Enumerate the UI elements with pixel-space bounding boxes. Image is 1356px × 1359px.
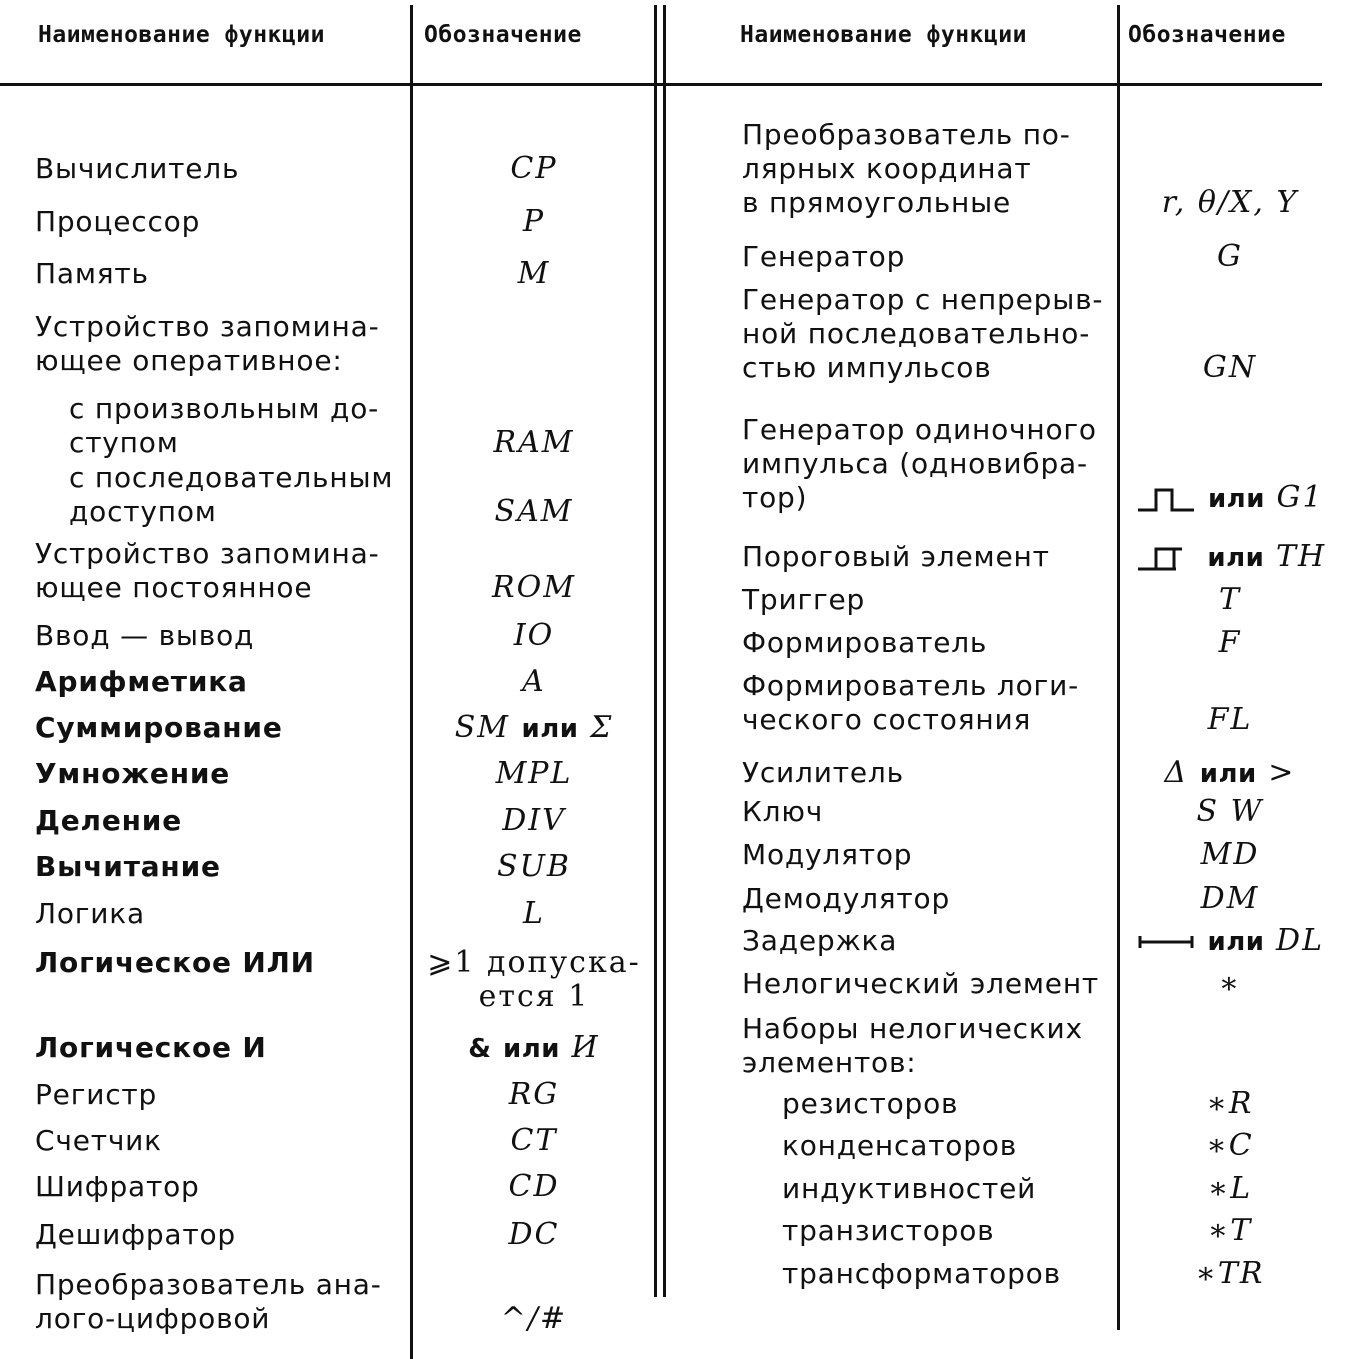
left-function-name-line: с последовательным (69, 461, 394, 494)
left-function-symbol (414, 205, 654, 239)
left-function-symbol (414, 665, 654, 699)
single-pulse-icon (1136, 484, 1196, 514)
right-function-symbol (1121, 1257, 1339, 1291)
right-function-symbol (1121, 703, 1339, 737)
right-function-name (742, 413, 1097, 515)
header-left-name: Наименование функции (38, 22, 325, 48)
right-function-name (782, 1214, 994, 1248)
symbol-code: T (1218, 582, 1241, 617)
right-function-name-line: резисторов (782, 1087, 959, 1120)
right-function-symbol (1121, 1214, 1339, 1248)
left-symbol-line: ется 1 (478, 979, 590, 1014)
right-function-name-line: Усилитель (742, 756, 904, 789)
left-function-name (35, 537, 379, 605)
left-function-name-line: ступом (69, 426, 179, 459)
left-function-symbol (414, 426, 654, 460)
symbol-code: ROM (492, 570, 576, 605)
right-function-symbol (1121, 967, 1339, 1001)
right-function-name-line: Ключ (742, 795, 824, 828)
left-function-name-line: Счетчик (35, 1124, 162, 1157)
left-function-name-line: Логика (35, 897, 145, 930)
right-function-name-line: конденсаторов (782, 1129, 1018, 1162)
right-function-name-line: импульса (одновибра- (742, 447, 1088, 480)
right-function-name (742, 924, 897, 958)
left-function-name (35, 850, 221, 884)
right-function-name-line: Нелогический элемент (742, 967, 1100, 1000)
left-function-name-line: Логическое И (35, 1031, 267, 1064)
hysteresis-pulse-icon (1134, 543, 1196, 573)
right-function-name-line: Задержка (742, 924, 898, 957)
right-function-symbol (1121, 795, 1339, 829)
left-function-name-line: Шифратор (35, 1170, 200, 1203)
right-function-name-line: Генератор с непрерыв- (742, 283, 1104, 316)
right-function-name-line: лярных координат (742, 152, 1032, 185)
left-function-name (35, 946, 315, 980)
left-function-name-line: Устройство запомина- (35, 537, 380, 570)
left-function-name (69, 461, 393, 529)
symbol-alt-code: И (571, 1030, 600, 1065)
left-function-symbol (414, 757, 654, 791)
left-function-symbol (414, 1031, 654, 1066)
right-function-name (742, 118, 1071, 220)
symbol-code: ∗TR (1195, 1256, 1265, 1291)
header-right-name: Наименование функции (740, 22, 1027, 48)
left-function-name-line: Вычитание (35, 850, 221, 883)
left-function-name (35, 1031, 267, 1065)
left-function-name-line: Преобразователь ана- (35, 1268, 382, 1301)
right-function-name-line: Триггер (742, 583, 866, 616)
right-column-divider (1117, 5, 1120, 1330)
right-function-name-line: ческого состояния (742, 703, 1032, 736)
left-function-name (69, 392, 379, 460)
symbol-alt-code: Σ (590, 710, 614, 745)
right-function-name (742, 967, 1099, 1001)
left-function-symbol (414, 495, 654, 529)
left-function-name (35, 711, 283, 745)
left-function-name (35, 897, 145, 931)
center-double-rule-b (663, 5, 666, 1297)
left-function-symbol (414, 850, 654, 884)
left-function-symbol (414, 619, 654, 653)
right-function-name (742, 283, 1103, 385)
right-function-name-line: элементов: (742, 1046, 917, 1079)
symbol-code: SM (454, 710, 510, 745)
right-function-symbol (1121, 351, 1339, 385)
right-function-name-line: Генератор (742, 240, 906, 273)
left-function-name (35, 205, 200, 239)
left-function-symbol (414, 946, 654, 1014)
left-function-name (35, 619, 254, 653)
left-function-name-line: Ввод — вывод (35, 619, 255, 652)
left-function-name (35, 257, 149, 291)
right-function-name (742, 240, 905, 274)
right-function-symbol (1121, 481, 1339, 516)
right-function-name-line: ной последовательно- (742, 317, 1091, 350)
right-function-name (742, 583, 865, 617)
right-function-symbol (1121, 186, 1339, 220)
right-function-name-line: Наборы нелогических (742, 1012, 1083, 1045)
symbol-code: F (1218, 625, 1242, 660)
left-function-name-line: Регистр (35, 1078, 158, 1111)
right-function-name-line: Формирователь (742, 626, 988, 659)
left-function-symbol (414, 257, 654, 291)
left-function-name (35, 1124, 162, 1158)
right-function-name (782, 1129, 1017, 1163)
symbol-code: TH (1275, 539, 1327, 574)
symbol-code: ∗R (1206, 1086, 1254, 1121)
right-function-symbol (1121, 882, 1339, 916)
symbol-or-word: или (1207, 484, 1265, 514)
left-function-symbol (414, 804, 654, 838)
delay-line-icon (1136, 930, 1196, 954)
symbol-code: Δ (1164, 755, 1189, 790)
symbol-code: SUB (497, 849, 571, 884)
header-left-symbol: Обозначение (424, 22, 582, 48)
left-function-name-line: Арифметика (35, 665, 248, 698)
symbol-code: DM (1200, 881, 1260, 916)
left-function-name-line: Деление (35, 804, 182, 837)
symbol-code: S W (1196, 794, 1264, 829)
symbol-code: GN (1202, 350, 1258, 385)
right-function-symbol (1121, 1172, 1339, 1206)
symbol-code: P (522, 204, 546, 239)
right-function-name-line: Модулятор (742, 838, 913, 871)
left-symbol-line: ⩾1 допуска- (427, 945, 641, 980)
left-function-name-line: с произвольным до- (69, 392, 380, 425)
symbol-code: ∗ (1218, 966, 1242, 1001)
right-function-name (742, 540, 1050, 574)
symbol-or-word: или (1199, 759, 1257, 789)
header-right-symbol: Обозначение (1128, 22, 1286, 48)
header-bottom-rule (0, 83, 1322, 86)
right-function-symbol (1121, 756, 1339, 791)
right-function-name-line: Демодулятор (742, 882, 951, 915)
left-function-symbol (414, 1078, 654, 1112)
symbol-code: DL (1276, 923, 1325, 958)
right-function-name (742, 838, 912, 872)
symbol-code: IO (513, 618, 555, 653)
symbol-code: ∗L (1207, 1171, 1253, 1206)
left-function-name-line: ющее постоянное (35, 571, 313, 604)
symbol-code: RG (508, 1077, 560, 1112)
left-function-symbol (414, 897, 654, 931)
right-function-symbol (1121, 240, 1339, 274)
symbol-code: M (517, 256, 551, 291)
symbol-alt-code: > (1268, 755, 1296, 790)
right-function-name-line: Пороговый элемент (742, 540, 1050, 573)
left-function-name (35, 1268, 382, 1336)
symbol-code: L (523, 896, 545, 931)
left-function-name (35, 1078, 157, 1112)
right-function-name (742, 626, 987, 660)
left-function-name-line: доступом (69, 495, 217, 528)
symbol-code: A (522, 664, 546, 699)
left-function-name-line: Умножение (35, 757, 231, 790)
right-function-name (742, 1012, 1083, 1080)
right-function-name-line: Генератор одиночного (742, 413, 1097, 446)
left-function-name-line: Устройство запомина- (35, 310, 380, 343)
right-function-name (782, 1087, 958, 1121)
right-function-symbol (1121, 583, 1339, 617)
symbol-or-word: или (521, 714, 579, 744)
symbol-code: DC (508, 1217, 560, 1252)
left-function-name (35, 310, 379, 378)
left-function-name-line: ющее оперативное: (35, 344, 343, 377)
right-function-name-line: стью импульсов (742, 351, 992, 384)
right-function-symbol (1121, 1087, 1339, 1121)
right-function-name-line: индуктивностей (782, 1172, 1037, 1205)
right-function-name (742, 882, 950, 916)
left-function-name-line: Суммирование (35, 711, 283, 744)
right-function-name-line: Преобразователь по- (742, 118, 1071, 151)
left-column-divider (410, 5, 413, 1359)
right-function-name (742, 669, 1079, 737)
symbol-code: DIV (502, 803, 566, 838)
right-function-name (782, 1257, 1061, 1291)
symbol-code: MPL (495, 756, 573, 791)
symbol-code: CD (508, 1169, 560, 1204)
left-function-name-line: лого-цифровой (35, 1302, 271, 1335)
symbol-or-word: или (1207, 543, 1265, 573)
left-function-name-line: Память (35, 257, 149, 290)
symbol-or-word: или (1207, 927, 1265, 957)
left-function-symbol (414, 1218, 654, 1252)
right-function-name (742, 756, 904, 790)
center-double-rule-a (654, 5, 657, 1297)
left-function-name-line: Логическое ИЛИ (35, 946, 315, 979)
right-function-symbol (1121, 540, 1339, 575)
left-function-symbol (414, 711, 654, 746)
right-function-name (742, 795, 823, 829)
symbol-code: r, θ/X, Y (1161, 185, 1299, 220)
left-function-name (35, 1170, 200, 1204)
left-function-name (35, 757, 230, 791)
symbol-code: RAM (493, 425, 575, 460)
left-function-symbol (414, 152, 654, 186)
symbol-code: & (468, 1034, 492, 1064)
left-function-name (35, 1218, 236, 1252)
left-function-symbol (414, 1170, 654, 1204)
left-function-symbol (414, 1302, 654, 1336)
left-function-name-line: Процессор (35, 205, 201, 238)
left-function-name (35, 665, 248, 699)
right-function-symbol (1121, 626, 1339, 660)
symbol-code: MD (1200, 837, 1260, 872)
right-function-name-line: тор) (742, 481, 808, 514)
right-function-symbol (1121, 838, 1339, 872)
left-function-symbol (414, 571, 654, 605)
symbol-code: SAM (494, 494, 574, 529)
symbol-code: ∗C (1206, 1128, 1254, 1163)
symbol-or-word: или (503, 1034, 560, 1064)
left-function-name (35, 152, 239, 186)
right-function-name-line: трансформаторов (782, 1257, 1061, 1290)
left-function-name-line: Вычислитель (35, 152, 240, 185)
symbol-code: G (1217, 239, 1243, 274)
symbol-code: CP (510, 151, 558, 186)
symbol-code: G1 (1276, 480, 1324, 515)
right-function-symbol (1121, 1129, 1339, 1163)
symbol-code: CT (510, 1123, 558, 1158)
left-function-name-line: Дешифратор (35, 1218, 237, 1251)
right-function-name-line: транзисторов (782, 1214, 995, 1247)
left-function-name (35, 804, 182, 838)
symbol-code: FL (1207, 702, 1253, 737)
right-function-name-line: в прямоугольные (742, 186, 1012, 219)
right-function-symbol (1121, 924, 1339, 959)
right-function-name-line: Формирователь логи- (742, 669, 1079, 702)
left-function-symbol (414, 1124, 654, 1158)
symbol-code: ^/# (500, 1301, 568, 1336)
symbol-code: ∗T (1207, 1213, 1253, 1248)
right-function-name (782, 1172, 1036, 1206)
